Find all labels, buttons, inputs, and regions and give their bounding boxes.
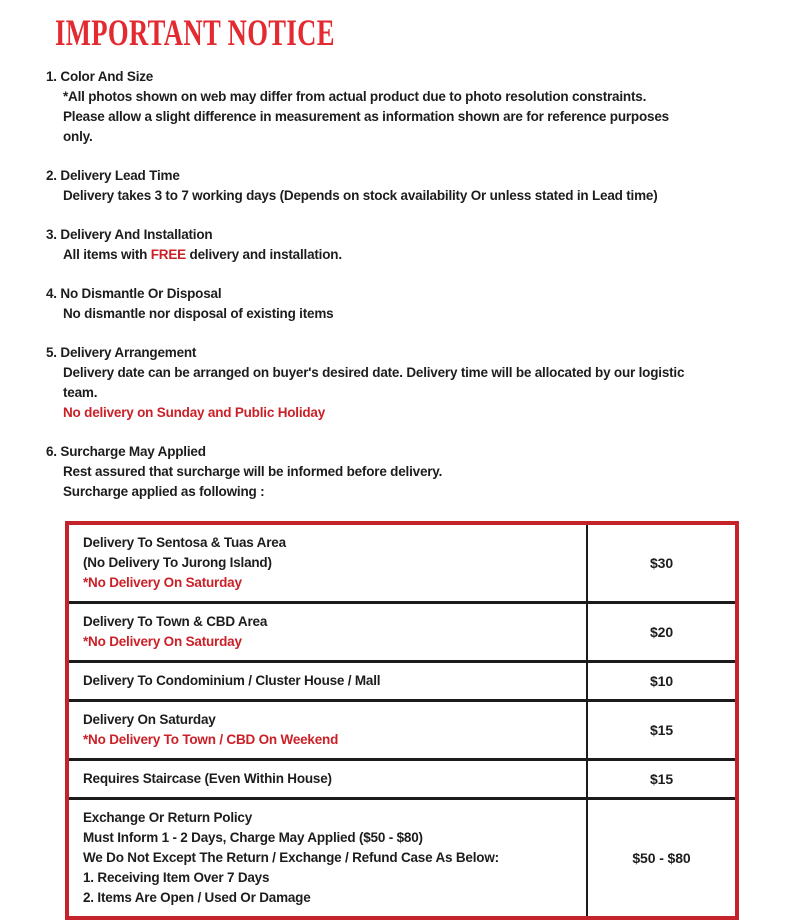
text-segment: Requires Staircase (Even Within House) xyxy=(83,771,332,786)
notice-item-line xyxy=(63,245,800,265)
table-cell-price: $15 xyxy=(586,761,735,797)
table-cell-price: $10 xyxy=(586,663,735,699)
red-text-segment: No delivery on Sunday and Public Holiday xyxy=(63,405,326,420)
table-cell-price: $15 xyxy=(586,702,735,758)
notice-item xyxy=(46,284,800,324)
text-segment: *All photos shown on web may differ from actual product due to photo resolution constraints. xyxy=(63,89,647,104)
text-segment: Delivery takes 3 to 7 working days (Depends on stock availability Or unless stated in Lead time) xyxy=(63,188,658,203)
text-segment: 1. Receiving Item Over 7 Days xyxy=(83,870,270,885)
notice-item-line xyxy=(63,186,800,206)
text-segment: Exchange Or Return Policy xyxy=(83,810,253,825)
table-row xyxy=(69,702,735,761)
notice-item-line xyxy=(63,363,800,383)
text-segment: Rest assured that surcharge will be informed before delivery. xyxy=(63,464,443,479)
table-line xyxy=(83,848,580,868)
table-line xyxy=(83,828,580,848)
table-cell-description xyxy=(69,800,586,916)
notice-list xyxy=(46,67,800,502)
notice-item-heading: 2. Delivery Lead Time xyxy=(46,168,180,183)
notice-item-heading: 4. No Dismantle Or Disposal xyxy=(46,286,222,301)
notice-item-heading: 3. Delivery And Installation xyxy=(46,227,213,242)
text-segment: team. xyxy=(63,385,98,400)
notice-item-line xyxy=(63,304,800,324)
table-line xyxy=(83,888,580,908)
text-segment: Please allow a slight difference in measurement as information shown are for reference purposes xyxy=(63,109,669,124)
red-text-segment: *No Delivery To Town / CBD On Weekend xyxy=(83,732,339,747)
table-line xyxy=(83,612,580,632)
text-segment: (No Delivery To Jurong Island) xyxy=(83,555,272,570)
notice-item xyxy=(46,166,800,206)
text-segment: Delivery To Condominium / Cluster House / Mall xyxy=(83,673,381,688)
notice-item-line xyxy=(63,482,800,502)
notice-item-line xyxy=(63,403,800,423)
notice-item xyxy=(46,343,800,423)
notice-item-line xyxy=(63,107,800,127)
notice-item-line xyxy=(63,462,800,482)
table-line xyxy=(83,671,580,691)
table-cell-description xyxy=(69,702,586,758)
text-segment: Must Inform 1 - 2 Days, Charge May Applied ($50 - $80) xyxy=(83,830,423,845)
text-segment: only. xyxy=(63,129,93,144)
notice-item-heading: 5. Delivery Arrangement xyxy=(46,345,197,360)
table-row xyxy=(69,800,735,916)
table-cell-price: $30 xyxy=(586,525,735,601)
table-line xyxy=(83,553,580,573)
notice-item-line xyxy=(63,383,800,403)
table-row xyxy=(69,525,735,604)
surcharge-table xyxy=(65,521,739,920)
text-segment: Delivery To Sentosa & Tuas Area xyxy=(83,535,286,550)
table-cell-price: $50 - $80 xyxy=(586,800,735,916)
table-line xyxy=(83,868,580,888)
page-title: IMPORTANT NOTICE xyxy=(55,13,335,54)
red-text-segment: *No Delivery On Saturday xyxy=(83,575,242,590)
table-line xyxy=(83,769,580,789)
table-line xyxy=(83,573,580,593)
table-cell-price: $20 xyxy=(586,604,735,660)
notice-item xyxy=(46,67,800,147)
text-segment: Delivery To Town & CBD Area xyxy=(83,614,268,629)
text-segment: No dismantle nor disposal of existing items xyxy=(63,306,334,321)
notice-item-heading: 6. Surcharge May Applied xyxy=(46,444,206,459)
notice-item-heading: 1. Color And Size xyxy=(46,69,154,84)
text-segment: Surcharge applied as following : xyxy=(63,484,265,499)
table-line xyxy=(83,808,580,828)
table-line xyxy=(83,730,580,750)
red-text-segment: FREE xyxy=(150,247,186,262)
table-row xyxy=(69,663,735,702)
table-row xyxy=(69,604,735,663)
table-line xyxy=(83,533,580,553)
table-cell-description xyxy=(69,663,586,699)
table-cell-description xyxy=(69,604,586,660)
table-line xyxy=(83,710,580,730)
text-segment: Delivery date can be arranged on buyer's desired date. Delivery time will be allocated by our logistic xyxy=(63,365,685,380)
notice-item-line xyxy=(63,127,800,147)
text-segment: We Do Not Except The Return / Exchange / Refund Case As Below: xyxy=(83,850,499,865)
table-row xyxy=(69,761,735,800)
table-line xyxy=(83,632,580,652)
notice-item xyxy=(46,225,800,265)
text-segment: 2. Items Are Open / Used Or Damage xyxy=(83,890,311,905)
text-segment: Delivery On Saturday xyxy=(83,712,216,727)
red-text-segment: *No Delivery On Saturday xyxy=(83,634,242,649)
table-cell-description xyxy=(69,761,586,797)
notice-item-line xyxy=(63,87,800,107)
text-segment: All items with xyxy=(63,247,151,262)
notice-item xyxy=(46,442,800,502)
text-segment: delivery and installation. xyxy=(185,247,342,262)
table-cell-description xyxy=(69,525,586,601)
